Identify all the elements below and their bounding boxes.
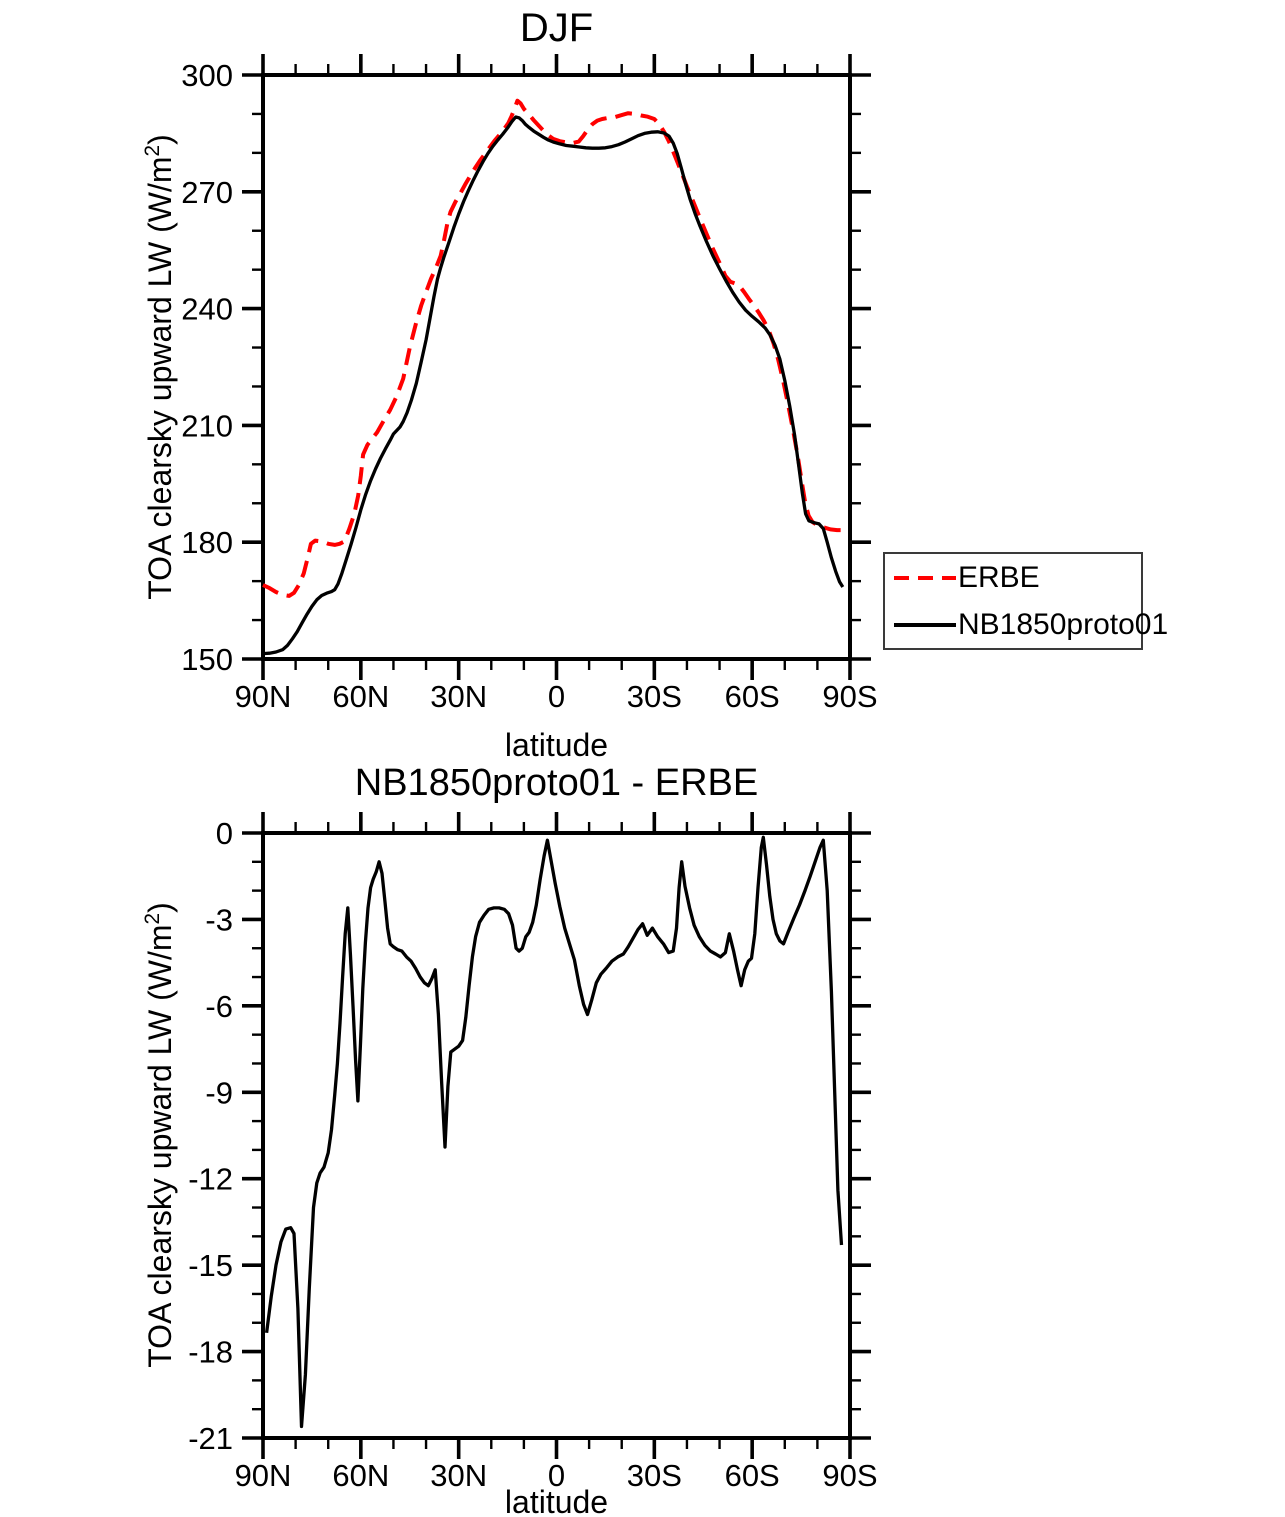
x-tick-label: 90S: [822, 679, 878, 714]
series-nb1850proto01-erbe: [267, 837, 842, 1426]
plot-frame: [263, 833, 850, 1438]
y-tick-label: 240: [181, 291, 233, 327]
y-tick-label: 270: [181, 174, 233, 210]
x-tick-label: 60S: [724, 1458, 780, 1493]
bottom-x-axis-title: latitude: [504, 1484, 609, 1517]
top-y-axis-title-text: TOA clearsky upward LW $(W/m^2)$: [141, 134, 178, 600]
plot-frame: [263, 75, 850, 659]
y-tick-label: -21: [188, 1421, 233, 1456]
x-tick-label: 90N: [234, 1458, 292, 1493]
x-tick-label: 90N: [234, 679, 292, 714]
series-nb1850proto01: [265, 117, 843, 654]
y-tick-label: 210: [181, 408, 233, 444]
y-tick-label: 180: [181, 525, 233, 561]
top-plot: [181, 54, 877, 714]
legend-item-model: [885, 603, 1169, 647]
bottom-y-axis-title-text: TOA clearsky upward LW $(W/m^2)$: [141, 902, 178, 1368]
legend-item-erbe: [885, 556, 1141, 600]
model-solid-line-sample: [894, 623, 956, 627]
y-tick-label: -18: [188, 1334, 233, 1370]
x-tick-label: 60S: [724, 679, 780, 714]
legend-label-erbe: ERBE: [958, 560, 1040, 594]
x-tick-label: 0: [547, 679, 566, 714]
series-erbe: [263, 101, 848, 596]
top-plot-title: DJF: [519, 6, 594, 50]
y-tick-label: -6: [205, 988, 233, 1024]
y-tick-label: 0: [215, 816, 233, 851]
y-tick-label: 150: [181, 642, 233, 677]
x-tick-label: 60N: [332, 1458, 390, 1493]
x-tick-label: 30S: [626, 1458, 682, 1493]
x-tick-label: 30N: [430, 679, 488, 714]
y-tick-label: -9: [205, 1075, 233, 1111]
bottom-plot: [188, 812, 877, 1493]
y-tick-label: -3: [205, 902, 233, 938]
x-tick-label: 30N: [430, 1458, 488, 1493]
legend-box: [883, 552, 1169, 650]
y-tick-label: 300: [181, 58, 233, 93]
y-tick-label: -15: [188, 1248, 233, 1284]
x-tick-label: 60N: [332, 679, 390, 714]
y-tick-label: -12: [188, 1161, 233, 1197]
legend-label-model: NB1850proto01: [958, 607, 1169, 641]
bottom-plot-title: NB1850proto01 - ERBE: [354, 762, 759, 804]
top-x-axis-title: latitude: [504, 727, 609, 763]
x-tick-label: 30S: [626, 679, 682, 714]
erbe-dashed-line-sample: [894, 576, 956, 580]
x-tick-label: 90S: [822, 1458, 878, 1493]
x-tick-label: 0: [547, 1458, 566, 1493]
